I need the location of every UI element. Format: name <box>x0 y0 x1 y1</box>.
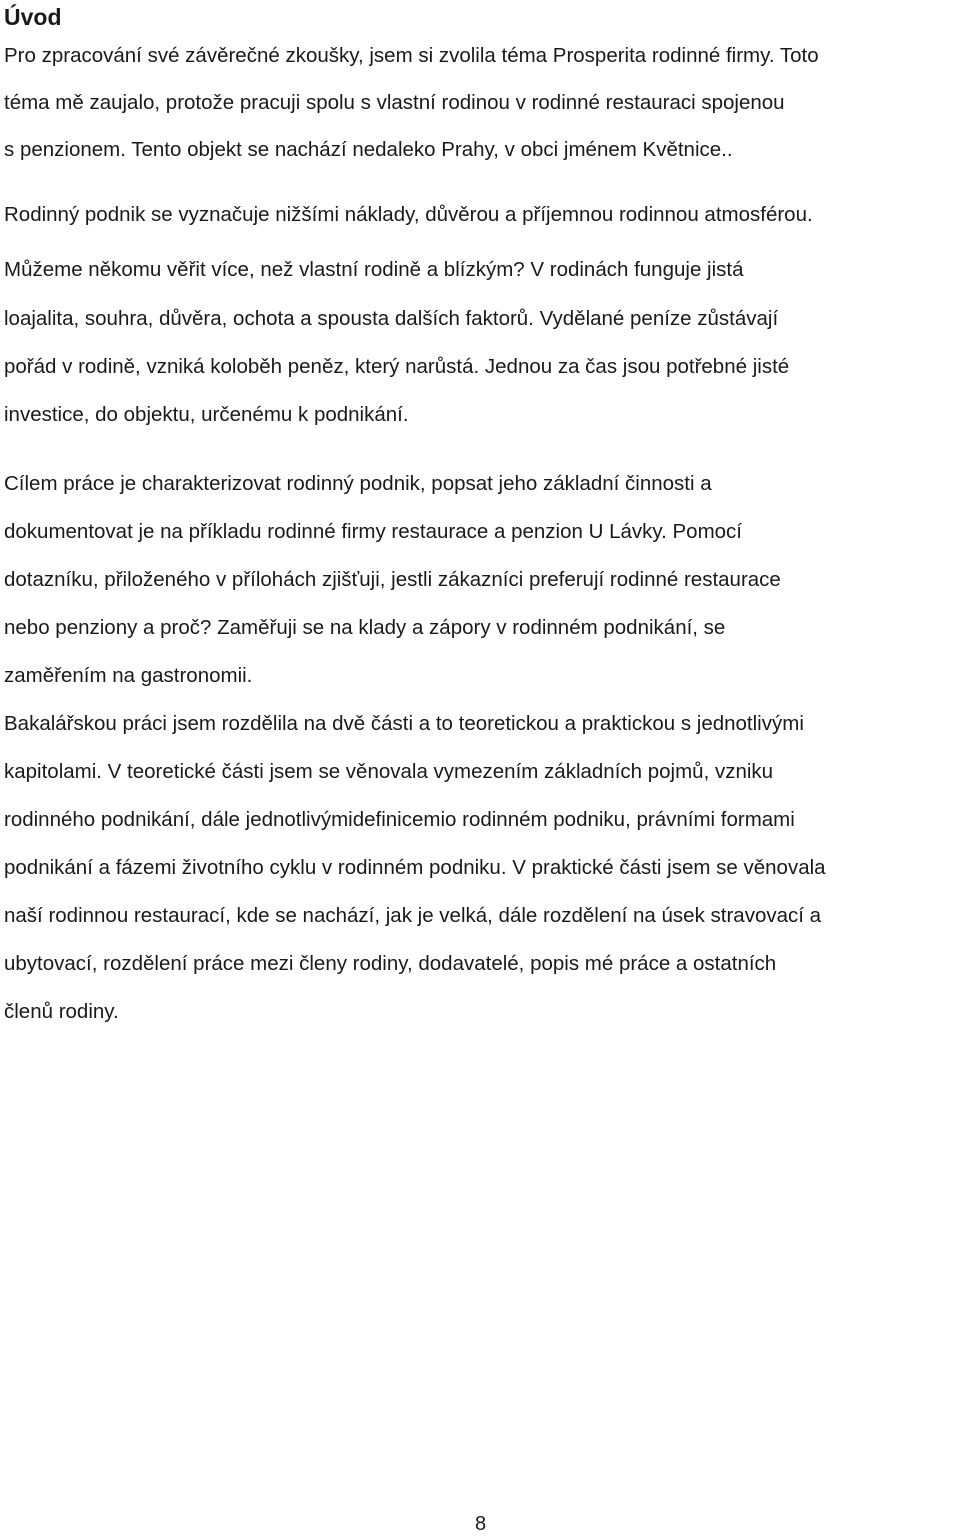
text-line: s penzionem. Tento objekt se nachází nedaleko Prahy, v obci jménem Květnice.. <box>4 138 733 161</box>
section-heading: Úvod <box>4 4 62 30</box>
text-line: ubytovací, rozdělení práce mezi členy rodiny, dodavatelé, popis mé práce a ostatních <box>4 952 777 975</box>
text-line: kapitolami. V teoretické části jsem se věnovala vymezením základních pojmů, vzniku <box>4 760 774 783</box>
text-line: investice, do objektu, určenému k podnikání. <box>4 403 409 426</box>
text-line: zaměřením na gastronomii. <box>4 664 253 687</box>
text-line: Rodinný podnik se vyznačuje nižšími náklady, důvěrou a příjemnou rodinnou atmosférou. <box>4 203 813 226</box>
text-line: pořád v rodině, vzniká koloběh peněz, který narůstá. Jednou za čas jsou potřebné jisté <box>4 355 790 378</box>
text-line: naší rodinnou restaurací, kde se nachází, jak je velká, dále rozdělení na úsek stravovací a <box>4 904 822 927</box>
text-line: loajalita, souhra, důvěra, ochota a spousta dalších faktorů. Vydělané peníze zůstávají <box>4 307 779 330</box>
text-line: dotazníku, přiloženého v přílohách zjišťuji, jestli zákazníci preferují rodinné restaurace <box>4 568 781 591</box>
text-line: nebo penziony a proč? Zaměřuji se na klady a zápory v rodinném podnikání, se <box>4 616 726 639</box>
text-line: Bakalářskou práci jsem rozdělila na dvě části a to teoretickou a praktickou s jednotlivými <box>4 712 804 735</box>
text-line: Pro zpracování své závěrečné zkoušky, jsem si zvolila téma Prosperita rodinné firmy. Toto <box>4 44 819 67</box>
text-line: Můžeme někomu věřit více, než vlastní rodině a blízkým? V rodinách funguje jistá <box>4 258 744 281</box>
text-line: podnikání a fázemi životního cyklu v rodinném podniku. V praktické části jsem se věnovala <box>4 856 826 879</box>
text-line: Cílem práce je charakterizovat rodinný podnik, popsat jeho základní činnosti a <box>4 472 712 495</box>
page-number: 8 <box>475 1513 487 1535</box>
text-line: rodinného podnikání, dále jednotlivýmidefinicemio rodinném podniku, právními formami <box>4 808 795 831</box>
text-line: téma mě zaujalo, protože pracuji spolu s vlastní rodinou v rodinné restauraci spojenou <box>4 91 785 114</box>
text-line: dokumentovat je na příkladu rodinné firmy restaurace a penzion U Lávky. Pomocí <box>4 520 742 543</box>
text-line: členů rodiny. <box>4 1000 119 1023</box>
